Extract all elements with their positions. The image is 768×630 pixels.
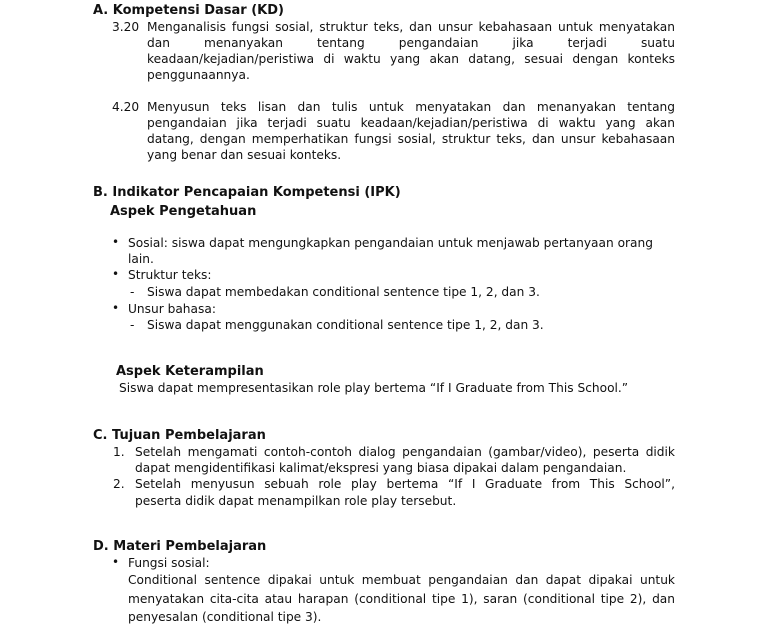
ipk-text: Siswa dapat membedakan conditional sentence tipe 1, 2, dan 3. xyxy=(147,285,540,299)
ipk-text: Unsur bahasa: xyxy=(128,302,216,316)
ipk-text: Struktur teks: xyxy=(128,268,212,282)
kd-number: 4.20 xyxy=(112,100,140,114)
section-b-heading: B. Indikator Pencapaian Kompetensi (IPK) xyxy=(93,185,401,200)
kd-number: 3.20 xyxy=(112,20,140,34)
dash-icon: - xyxy=(130,285,135,299)
ipk-text: Siswa dapat menggunakan conditional sentence tipe 1, 2, dan 3. xyxy=(147,318,544,332)
tujuan-line: dapat mengidentifikasi kalimat/ekspresi yang biasa dipakai dalam pengandaian. xyxy=(135,461,627,475)
ipk-text: lain. xyxy=(128,252,154,266)
tujuan-number: 1. xyxy=(113,445,125,459)
tujuan-number: 2. xyxy=(113,477,125,491)
dash-icon: - xyxy=(130,318,135,332)
kd-line: datang, dengan memperhatikan fungsi sosial, struktur teks, dan unsur kebahasaan xyxy=(147,132,675,146)
bullet-icon: • xyxy=(112,235,120,249)
materi-line: Conditional sentence dipakai untuk membuat pengandaian dan dapat dipakai untuk xyxy=(128,573,675,587)
materi-bullet: Fungsi sosial: xyxy=(128,556,210,570)
kd-line: yang benar dan sesuai konteks. xyxy=(147,148,342,162)
bullet-icon: • xyxy=(112,267,120,281)
bullet-icon: • xyxy=(112,555,120,569)
ipk-text: Sosial: siswa dapat mengungkapkan pengandaian untuk menjawab pertanyaan orang xyxy=(128,236,653,250)
aspek-pengetahuan-heading: Aspek Pengetahuan xyxy=(110,204,257,219)
section-a-heading: A. Kompetensi Dasar (KD) xyxy=(93,3,284,18)
materi-line: menyatakan cita-cita atau harapan (conditional tipe 1), saran (conditional tipe 2), dan xyxy=(128,592,675,606)
section-c-heading: C. Tujuan Pembelajaran xyxy=(93,428,266,443)
kd-line: keadaan/kejadian/peristiwa di waktu yang akan datang, sesuai dengan konteks xyxy=(147,52,675,66)
section-d-heading: D. Materi Pembelajaran xyxy=(93,539,267,554)
kd-line: pengandaian jika terjadi suatu keadaan/kejadian/peristiwa di waktu yang akan xyxy=(147,116,675,130)
keterampilan-text: Siswa dapat mempresentasikan role play bertema “If I Graduate from This School.” xyxy=(119,381,629,395)
materi-line: penyesalan (conditional tipe 3). xyxy=(128,610,322,624)
kd-line: Menyusun teks lisan dan tulis untuk menyatakan dan menanyakan tentang xyxy=(147,100,675,114)
kd-line: dan menanyakan tentang pengandaian jika terjadi suatu xyxy=(147,36,675,50)
bullet-icon: • xyxy=(112,301,120,315)
kd-line: Menganalisis fungsi sosial, struktur teks, dan unsur kebahasaan untuk menyatakan xyxy=(147,20,675,34)
tujuan-line: Setelah menyusun sebuah role play bertema “If I Graduate from This School”, xyxy=(135,477,675,491)
tujuan-line: peserta didik dapat menampilkan role play tersebut. xyxy=(135,494,457,508)
kd-line: penggunaannya. xyxy=(147,68,250,82)
aspek-keterampilan-heading: Aspek Keterampilan xyxy=(116,364,264,379)
tujuan-line: Setelah mengamati contoh-contoh dialog pengandaian (gambar/video), peserta didik xyxy=(135,445,675,459)
